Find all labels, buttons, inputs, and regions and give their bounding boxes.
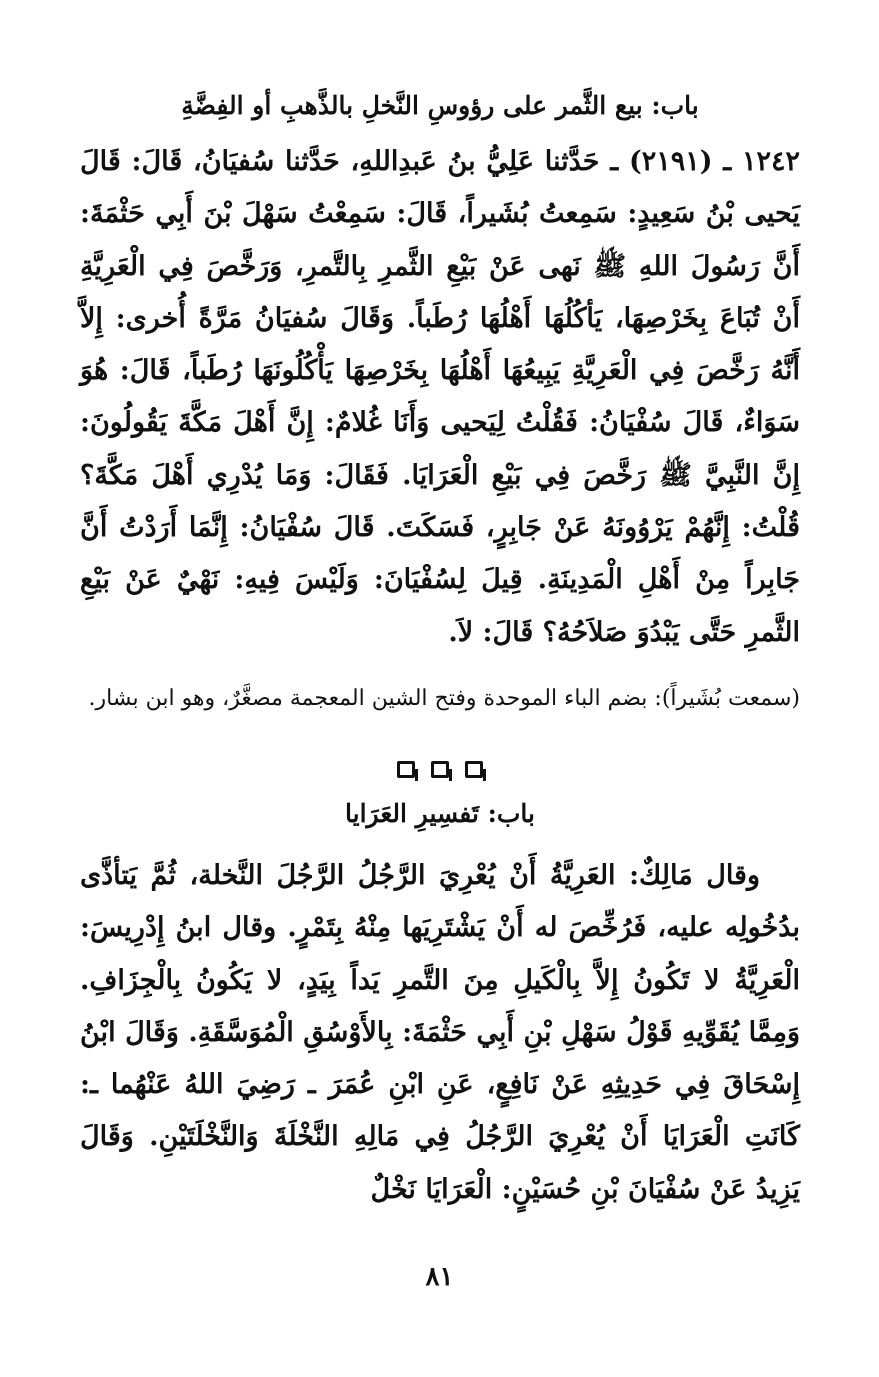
separator-box-icon bbox=[465, 761, 483, 778]
footnote-explanation: (سمعت بُشَيراً): بضم الباء الموحدة وفتح الشين المعجمة مصغَّرٌ، وهو ابن بشار. bbox=[88, 685, 800, 711]
page-number: ٨١ bbox=[425, 1262, 454, 1292]
hadith-text: حَدَّثنا عَلِيُّ بنُ عَبدِاللهِ، حَدَّثنا سُفيَانُ، قَالَ: قَالَ يَحيى بْنُ سَعِيدٍ: سَمِعتُ بُشَيراً، قَالَ: سَمِعْتُ سَهْلَ بْنَ أَبِي حَثْمَةَ: أَنَّ رَسُولَ اللهِ ﷺ نَهى عَنْ بَيْعِ الثَّمرِ بِالتَّمرِ، وَرَخَّصَ فِي الْعَرِيَّةِ أَنْ تُبَاعَ بِخَرْصِهَا، يَأكُلُهَا أَهْلُهَا رُطَباً. وَقَالَ سُفيَانُ مَرَّةً أُخرى: إِلاَّ أَنَّهُ رَخَّصَ فِي الْعَرِيَّةِ يَبِيعُهَا أَهْلُهَا بِخَرْصِهَا يَأْكُلُونَهَا رُطَباً، قَالَ: هُوَ سَوَاءٌ، قَالَ سُفْيَانُ: فَقُلْتُ لِيَحيى وَأَنَا غُلامٌ: إِنَّ أَهْلَ مَكَّةَ يَقُولُونَ: إِنَّ النَّبِيَّ ﷺ رَخَّصَ فِي بَيْعِ الْعَرَايَا. فَقَالَ: وَمَا يُدْرِي أَهْلَ مَكَّةَ؟ قُلْتُ: إِنَّهُمْ يَرْوُونَهُ عَنْ جَابِرٍ، فَسَكَتَ. قَالَ سُفْيَانُ: إِنَّمَا أَرَدْتُ أَنَّ جَابِراً مِنْ أَهْلِ الْمَدِينَةِ. قِيلَ لِسُفْيَانَ: وَلَيْسَ فِيهِ: نَهْيٌ عَنْ بَيْعِ الثَّمرِ حَتَّى يَبْدُوَ صَلاَحُهُ؟ قَالَ: لاَ. bbox=[80, 146, 800, 648]
explanation-paragraph: وقال مَالِكٌ: العَرِيَّةُ أَنْ يُعْرِيَ الرَّجُلُ الرَّجُلَ النَّخلة، ثُمَّ يَتأذَّى بدُخُولِه عليه، فَرُخِّصَ له أَنْ يَشْتَرِيَها مِنْهُ بِتَمْرٍ. وقال ابنُ إِدْرِيسَ: الْعَرِيَّةُ لا تَكُونُ إِلاَّ بِالْكَيلِ مِنَ التَّمرِ يَداً بِيَدٍ، لا يَكُونُ بِالْجِزَافِ. وَمِمَّا يُقَوِّيهِ قَوْلُ سَهْلِ بْنِ أَبِي حَثْمَةَ: بِالأَوْسُقِ الْمُوَسَّقَةِ. وَقَالَ ابْنُ إِسْحَاقَ فِي حَدِيثِهِ عَنْ نَافِعٍ، عَنِ ابْنِ عُمَرَ ـ رَضِيَ اللهُ عَنْهُما ـ: كَانَتِ الْعَرَايَا أَنْ يُعْرِيَ الرَّجُلُ فِي مَالِهِ النَّخْلَةَ وَالنَّخْلَتَيْنِ. وَقَالَ يَزِيدُ عَنْ سُفْيَانَ بْنِ حُسَيْنٍ: الْعَرَايَا نَخْلٌ bbox=[80, 859, 800, 1205]
separator-box-icon bbox=[397, 761, 415, 778]
hadith-paragraph bbox=[80, 136, 800, 659]
chapter-heading-2-text: تَفسِيرِ العَرَايا bbox=[345, 798, 479, 828]
chapter-heading-text: بيع الثَّمر على رؤوسِ النَّخلِ بالذَّهبِ أو الفِضَّةِ bbox=[181, 91, 643, 120]
chapter-heading bbox=[80, 80, 800, 132]
chapter-heading-2-prefix: باب: bbox=[487, 798, 535, 828]
chapter-heading-2 bbox=[80, 788, 800, 840]
book-page bbox=[80, 80, 800, 1310]
separator-box-icon bbox=[431, 761, 449, 778]
chapter-heading-prefix: باب: bbox=[651, 91, 699, 120]
section-separator bbox=[80, 761, 800, 778]
hadith-number: ١٢٤٢ ـ (٢١٩١) ـ bbox=[610, 146, 800, 177]
